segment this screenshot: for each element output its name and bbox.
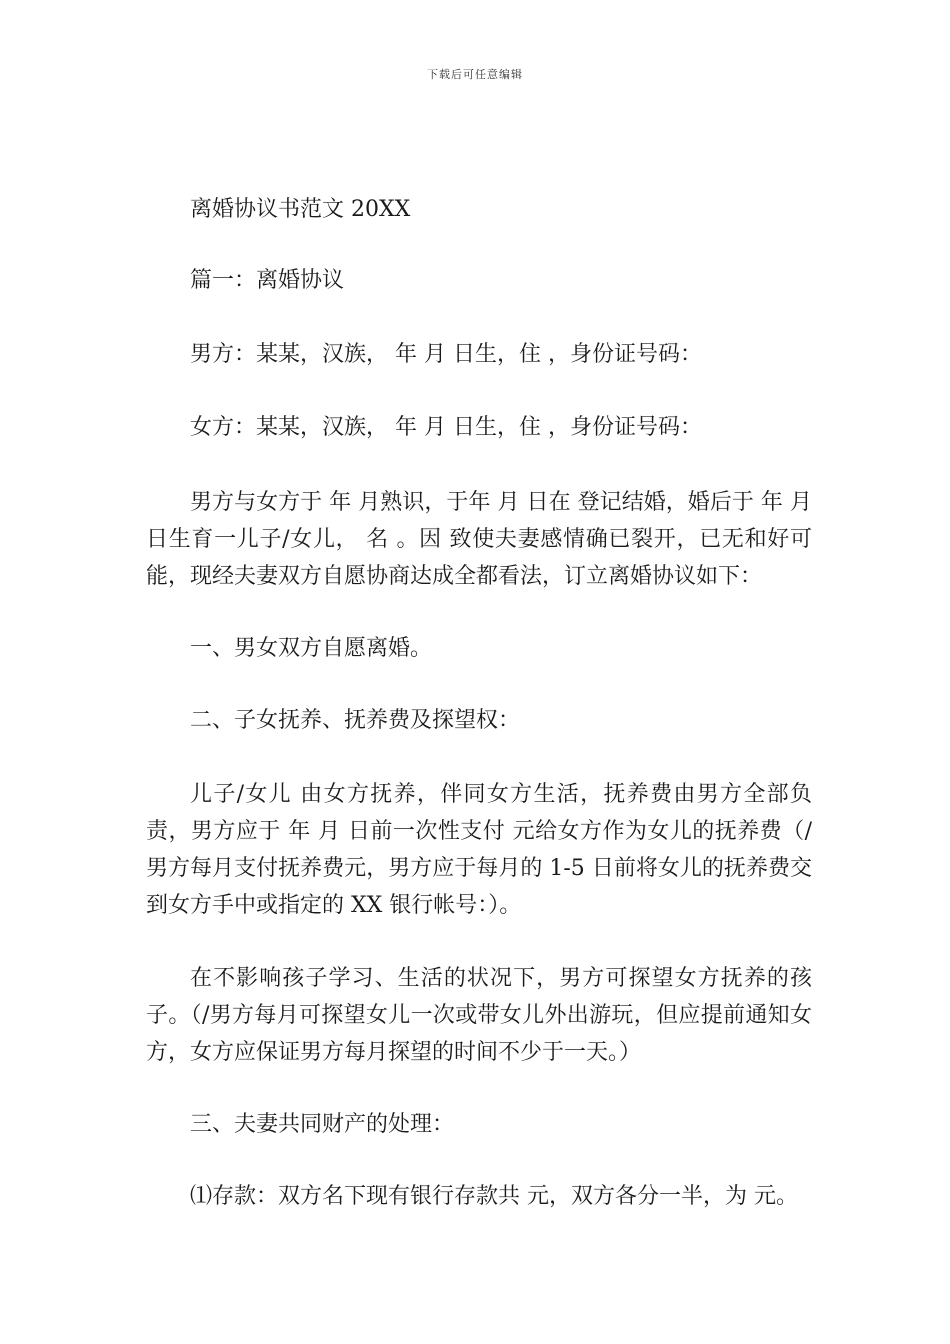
intro-paragraph: 男方与女方于 年 月熟识，于年 月 日在 登记结婚，婚后于 年 月日生育一儿子/女儿， 名 。因 致使夫妻感情确已裂开，已无和好可能，现经夫妻双方自愿协商达成全都看法，订立离婚协议如下： <box>146 490 812 589</box>
visitation-paragraph: 在不影响孩子学习、生活的状况下，男方可探望女方抚养的孩子。（/男方每月可探望女儿一次或带女儿外出游玩，但应提前通知女方，女方应保证男方每月探望的时间不少于一天。） <box>146 966 812 1065</box>
clause-2: 二、子女抚养、抚养费及探望权： <box>190 708 521 733</box>
section-heading: 篇一：离婚协议 <box>190 268 345 293</box>
document-title: 离婚协议书范文 20XX <box>190 197 411 222</box>
wife-info-line: 女方：某某，汉族， 年 月 日生，住 ，身份证号码： <box>190 415 702 440</box>
clause-3: 三、夫妻共同财产的处理： <box>190 1112 455 1137</box>
clause-1: 一、男女双方自愿离婚。 <box>190 636 433 661</box>
custody-paragraph: 儿子/女儿 由女方抚养，伴同女方生活，抚养费由男方全部负责，男方应于 年 月 日前一次性支付 元给女方作为女儿的抚养费（/男方每月支付抚养费元，男方应于每月的 1-5 日前将女儿的抚养费交到女方手中或指定的 XX 银行帐号：）。 <box>146 782 812 918</box>
deposit-line: ⑴存款：双方名下现有银行存款共 元，双方各分一半，为 元。 <box>190 1184 798 1209</box>
husband-info-line: 男方：某某，汉族， 年 月 日生，住 ，身份证号码： <box>190 342 702 367</box>
page-header-note: 下载后可任意编辑 <box>427 68 523 81</box>
